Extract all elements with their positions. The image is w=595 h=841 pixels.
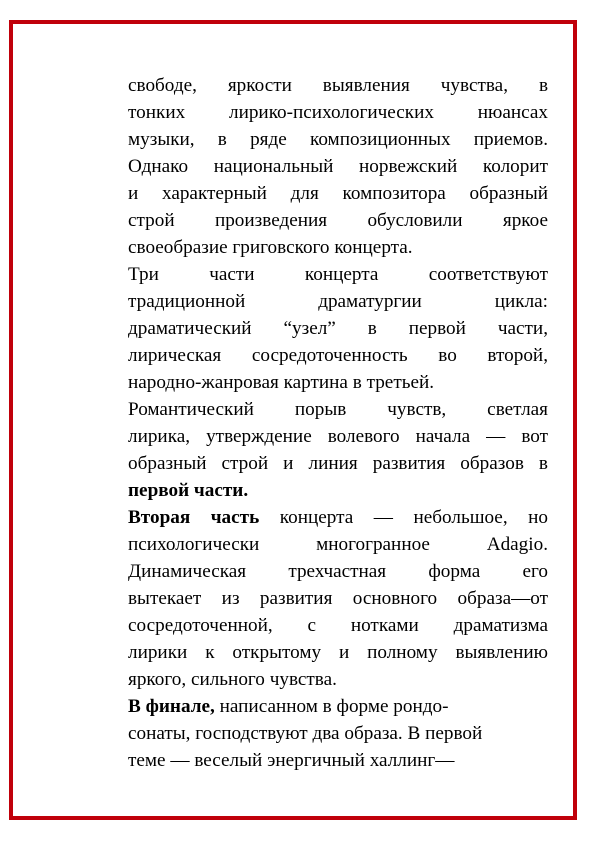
- text-line: [128, 261, 548, 288]
- line-text: тонких лирико-психологических нюансах: [128, 102, 548, 123]
- line-text: и характерный для композитора образный: [128, 183, 548, 204]
- line-text: лирики к открытому и полному выявлению: [128, 642, 548, 663]
- text-line: [128, 369, 548, 396]
- line-text: Однако национальный норвежский колорит: [128, 156, 548, 177]
- text-line: [128, 639, 548, 666]
- line-text: Три части концерта соответствуют: [128, 264, 548, 285]
- line-text: теме — веселый энергичный халлинг—: [128, 750, 455, 771]
- text-line: [128, 342, 548, 369]
- line-text: вытекает из развития основного образа—от: [128, 588, 548, 609]
- text-line: [128, 450, 548, 477]
- bold-heading: первой части.: [128, 480, 249, 501]
- text-line: [128, 531, 548, 558]
- line-text: сонаты, господствуют два образа. В первой: [128, 723, 483, 744]
- line-text: народно-жанровая картина в третьей.: [128, 372, 435, 393]
- line-text: лирика, утверждение волевого начала — вот: [128, 426, 548, 447]
- text-line: [128, 207, 548, 234]
- text-line: [128, 612, 548, 639]
- line-text: сосредоточенной, с нотками драматизма: [128, 615, 548, 636]
- line-text: яркого, сильного чувства.: [128, 669, 337, 690]
- line-text: образный строй и линия развития образов в: [128, 453, 548, 474]
- line-text: написанном в форме рондо-: [214, 696, 449, 717]
- line-text: строй произведения обусловили яркое: [128, 210, 548, 231]
- line-text: психологически многогранное Adagio.: [128, 534, 548, 555]
- line-text: лирическая сосредоточенность во второй,: [128, 345, 548, 366]
- line-text: Романтический порыв чувств, светлая: [128, 399, 548, 420]
- text-line: [128, 423, 548, 450]
- text-line: [128, 180, 548, 207]
- bold-heading: В финале,: [128, 696, 215, 717]
- text-line: [128, 288, 548, 315]
- text-line: [128, 315, 548, 342]
- text-line: [128, 153, 548, 180]
- line-text: музыки, в ряде композиционных приемов.: [128, 129, 548, 150]
- document-text: [128, 72, 548, 774]
- text-line: [128, 477, 548, 504]
- line-text: концерта — небольшое, но: [259, 507, 548, 528]
- text-line: [128, 72, 548, 99]
- text-line: [128, 234, 548, 261]
- text-line: [128, 720, 548, 747]
- line-text: своеобразие григовского концерта.: [128, 237, 413, 258]
- text-line: [128, 99, 548, 126]
- text-line: [128, 693, 548, 720]
- text-line: [128, 585, 548, 612]
- text-line: [128, 396, 548, 423]
- line-text: традиционной драматургии цикла:: [128, 291, 548, 312]
- line-text: драматический “узел” в первой части,: [128, 318, 548, 339]
- line-text: свободе, яркости выявления чувства, в: [128, 75, 548, 96]
- text-line: [128, 126, 548, 153]
- text-line: [128, 666, 548, 693]
- text-line: [128, 558, 548, 585]
- line-text: Динамическая трехчастная форма его: [128, 561, 548, 582]
- text-line: [128, 504, 548, 531]
- text-line: [128, 747, 548, 774]
- bold-heading: Вторая часть: [128, 507, 260, 528]
